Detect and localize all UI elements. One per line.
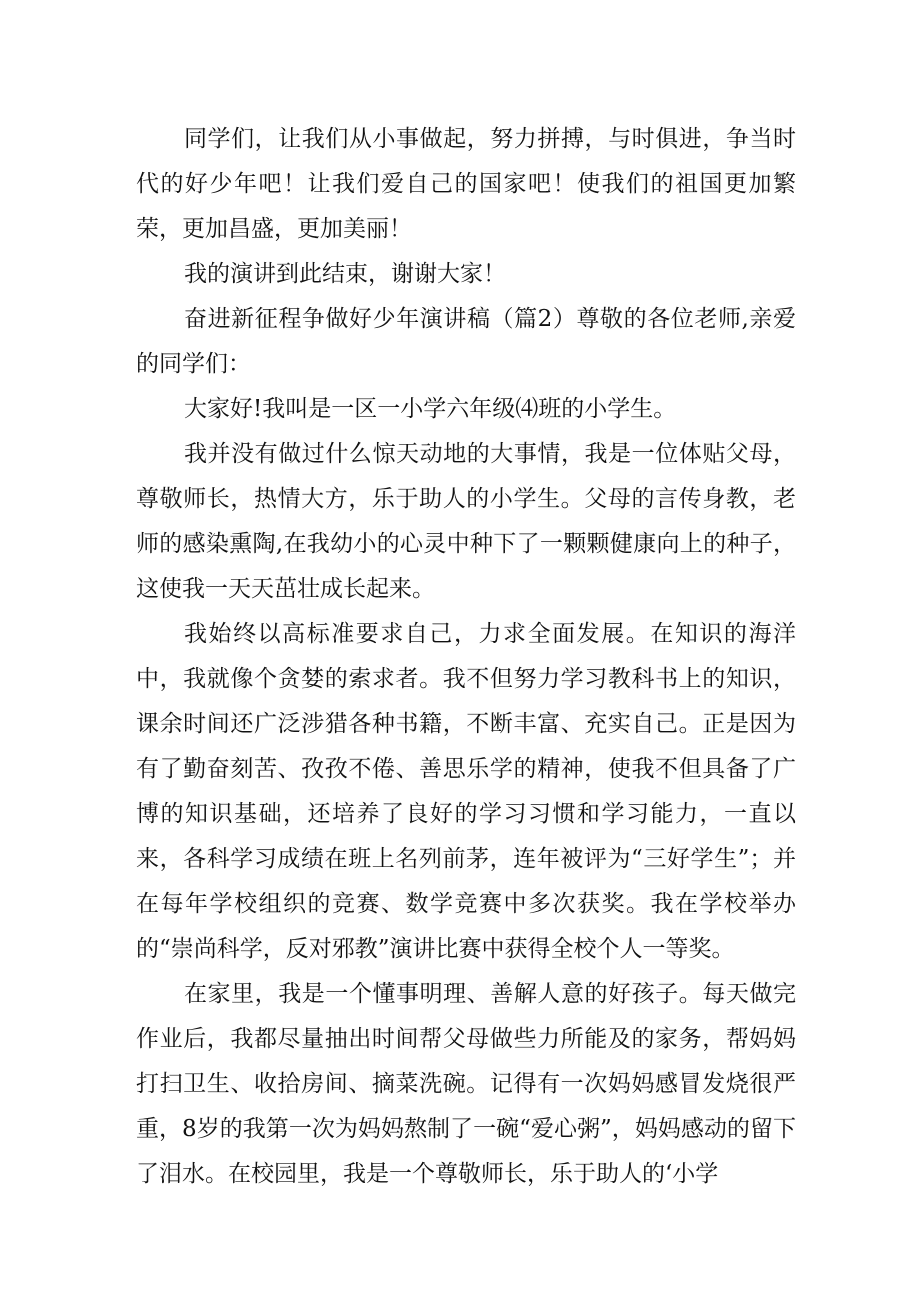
document-body [136, 117, 796, 1197]
paragraph: 同学们，让我们从小事做起，努力拼搏，与时俱进，争当时代的好少年吧！让我们爱自己的国家吧！使我们的祖国更加繁荣，更加昌盛，更加美丽！ [136, 126, 796, 242]
paragraph: 我并没有做过什么惊天动地的大事情，我是一位体贴父母，尊敬师长，热情大方，乐于助人的小学生。父母的言传身教，老师的感染熏陶,在我幼小的心灵中种下了一颗颗健康向上的种子，这使我一天天茁壮成长起来。 [136, 441, 796, 602]
paragraph: 奋进新征程争做好少年演讲稿（篇2）尊敬的各位老师,亲爱的同学们： [136, 306, 796, 377]
paragraph: 我的演讲到此结束，谢谢大家！ [184, 261, 506, 287]
paragraph: 大家好!我叫是一区一小学六年级⑷班的小学生。 [184, 396, 677, 422]
paragraph: 我始终以高标准要求自己，力求全面发展。在知识的海洋中，我就像个贪婪的索求者。我不但努力学习教科书上的知识，课余时间还广泛涉猎各种书籍，不断丰富、充实自己。正是因为有了勤奋刻苦、孜孜不倦、善思乐学的精神，使我不但具备了广博的知识基础，还培养了良好的学习习惯和学习能力，一直以来，各科学习成绩在班上名列前茅，连年被评为“三好学生”；并在每年学校组织的竞赛、数学竞赛中多次获奖。我在学校举办的“崇尚科学，反对邪教”演讲比赛中获得全校个人一等奖。 [136, 621, 796, 962]
paragraph: 在家里，我是一个懂事明理、善解人意的好孩子。每天做完作业后，我都尽量抽出时间帮父母做些力所能及的家务，帮妈妈打扫卫生、收拾房间、摘菜洗碗。记得有一次妈妈感冒发烧很严重，8岁的我第一次为妈妈熬制了一碗“爱心粥”，妈妈感动的留下了泪水。在校园里，我是一个尊敬师长，乐于助人的‘小学 [136, 981, 796, 1187]
